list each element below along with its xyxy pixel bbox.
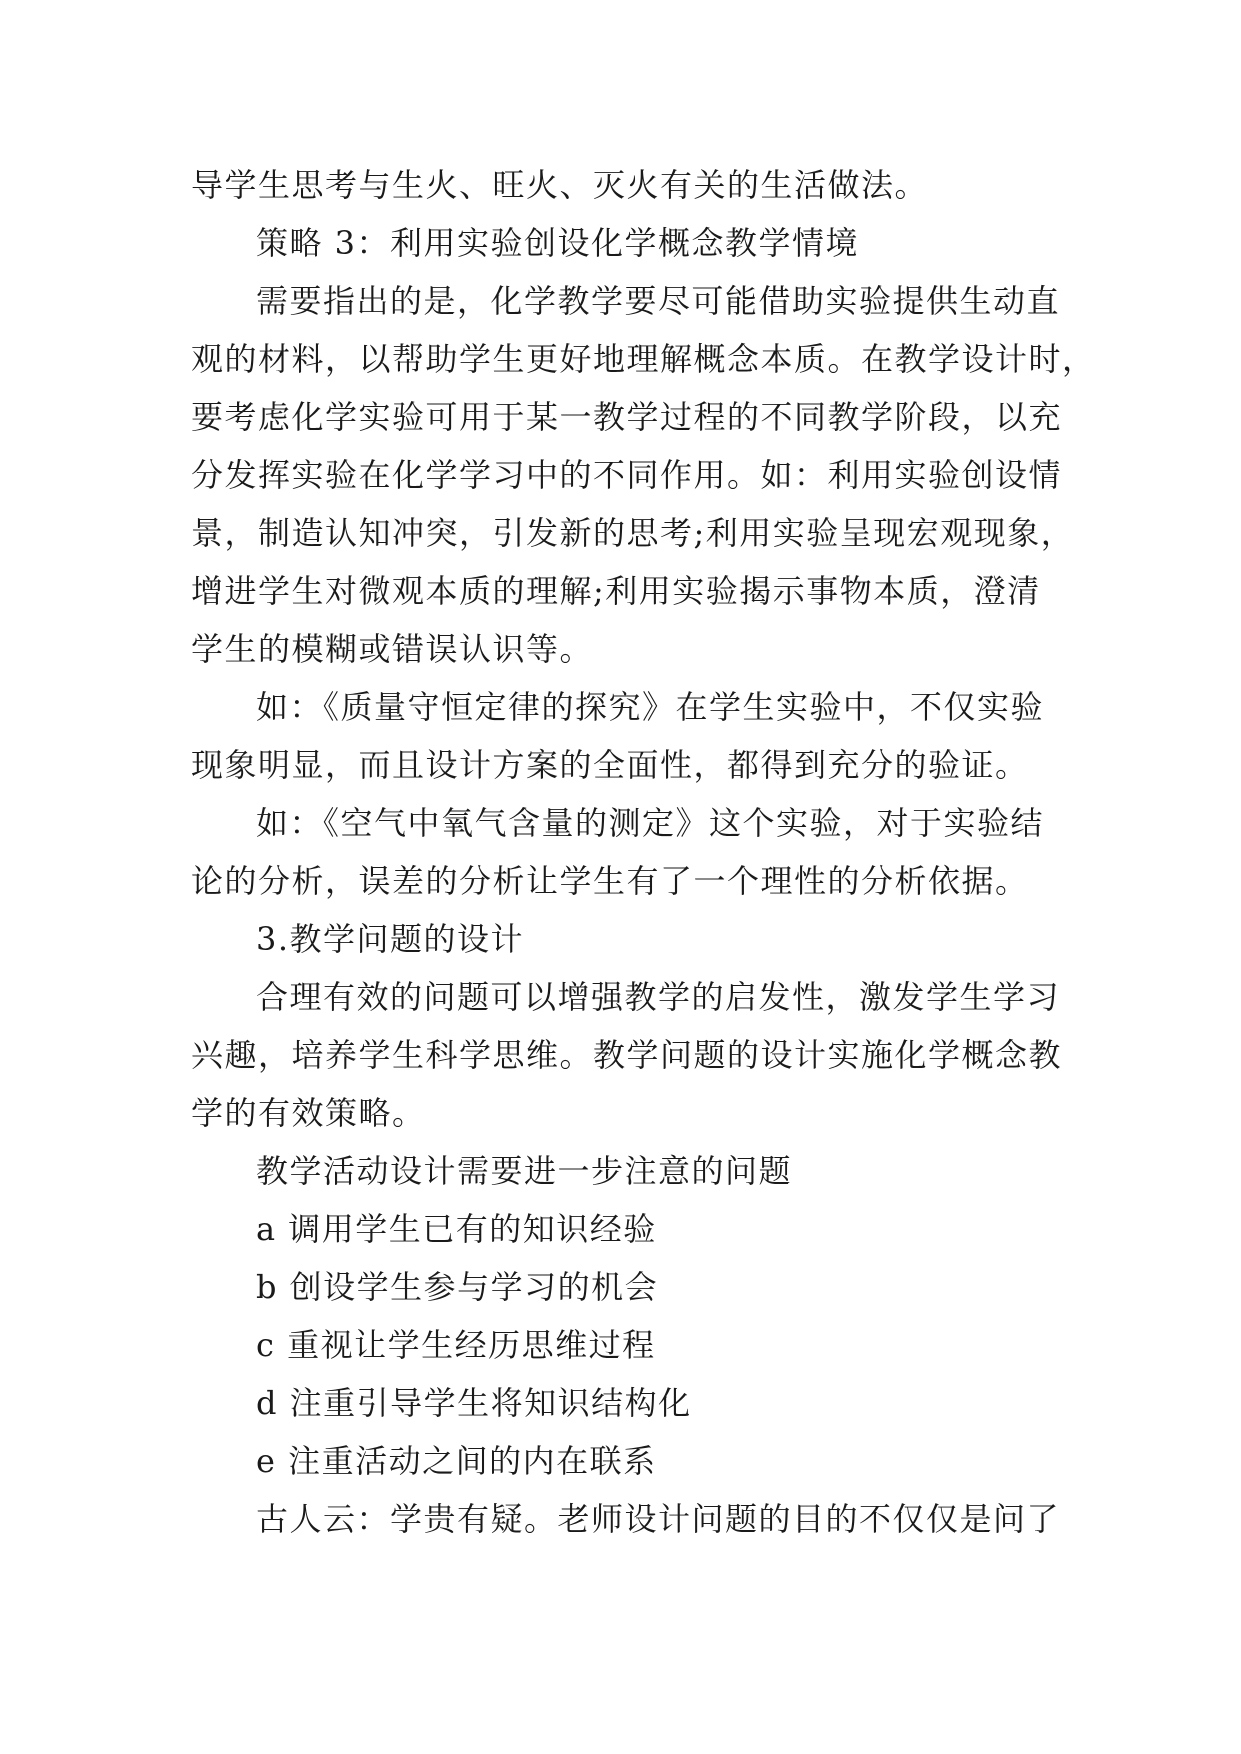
text-line-11: 现象明显，而且设计方案的全面性，都得到充分的验证。	[191, 746, 1029, 784]
list-item-d: d 注重引导学生将知识结构化	[256, 1384, 692, 1422]
text-line-16: 兴趣，培养学生科学思维。教学问题的设计实施化学概念教	[191, 1036, 1063, 1074]
text-line-17: 学的有效策略。	[191, 1094, 426, 1132]
text-line-13: 论的分析，误差的分析让学生有了一个理性的分析依据。	[191, 862, 1029, 900]
text-line-2: 策略 3：利用实验创设化学概念教学情境	[256, 224, 860, 262]
text-line-10: 如：《质量守恒定律的探究》在学生实验中，不仅实验	[256, 688, 1045, 726]
text-line-7: 景，制造认知冲突，引发新的思考;利用实验呈现宏观现象，	[191, 514, 1075, 552]
list-item-b: b 创设学生参与学习的机会	[256, 1268, 659, 1306]
text-line-6: 分发挥实验在化学学习中的不同作用。如：利用实验创设情	[191, 456, 1063, 494]
text-line-3: 需要指出的是，化学教学要尽可能借助实验提供生动直	[256, 282, 1061, 320]
list-item-e: e 注重活动之间的内在联系	[256, 1442, 657, 1480]
text-line-24: 古人云：学贵有疑。老师设计问题的目的不仅仅是问了	[256, 1500, 1061, 1538]
text-line-4: 观的材料，以帮助学生更好地理解概念本质。在教学设计时，	[191, 340, 1096, 378]
list-item-c: c 重视让学生经历思维过程	[256, 1326, 656, 1364]
section-heading: 3.教学问题的设计	[256, 920, 525, 958]
text-line-8: 增进学生对微观本质的理解;利用实验揭示事物本质，澄清	[191, 572, 1041, 610]
text-line-5: 要考虑化学实验可用于某一教学过程的不同教学阶段，以充	[191, 398, 1063, 436]
text-line-15: 合理有效的问题可以增强教学的启发性，激发学生学习	[256, 978, 1061, 1016]
text-line-12: 如：《空气中氧气含量的测定》这个实验，对于实验结	[256, 804, 1045, 842]
text-line-1: 导学生思考与生火、旺火、灭火有关的生活做法。	[191, 166, 929, 204]
text-line-18: 教学活动设计需要进一步注意的问题	[256, 1152, 793, 1190]
text-line-9: 学生的模糊或错误认识等。	[191, 630, 594, 668]
list-item-a: a 调用学生已有的知识经验	[256, 1210, 657, 1248]
